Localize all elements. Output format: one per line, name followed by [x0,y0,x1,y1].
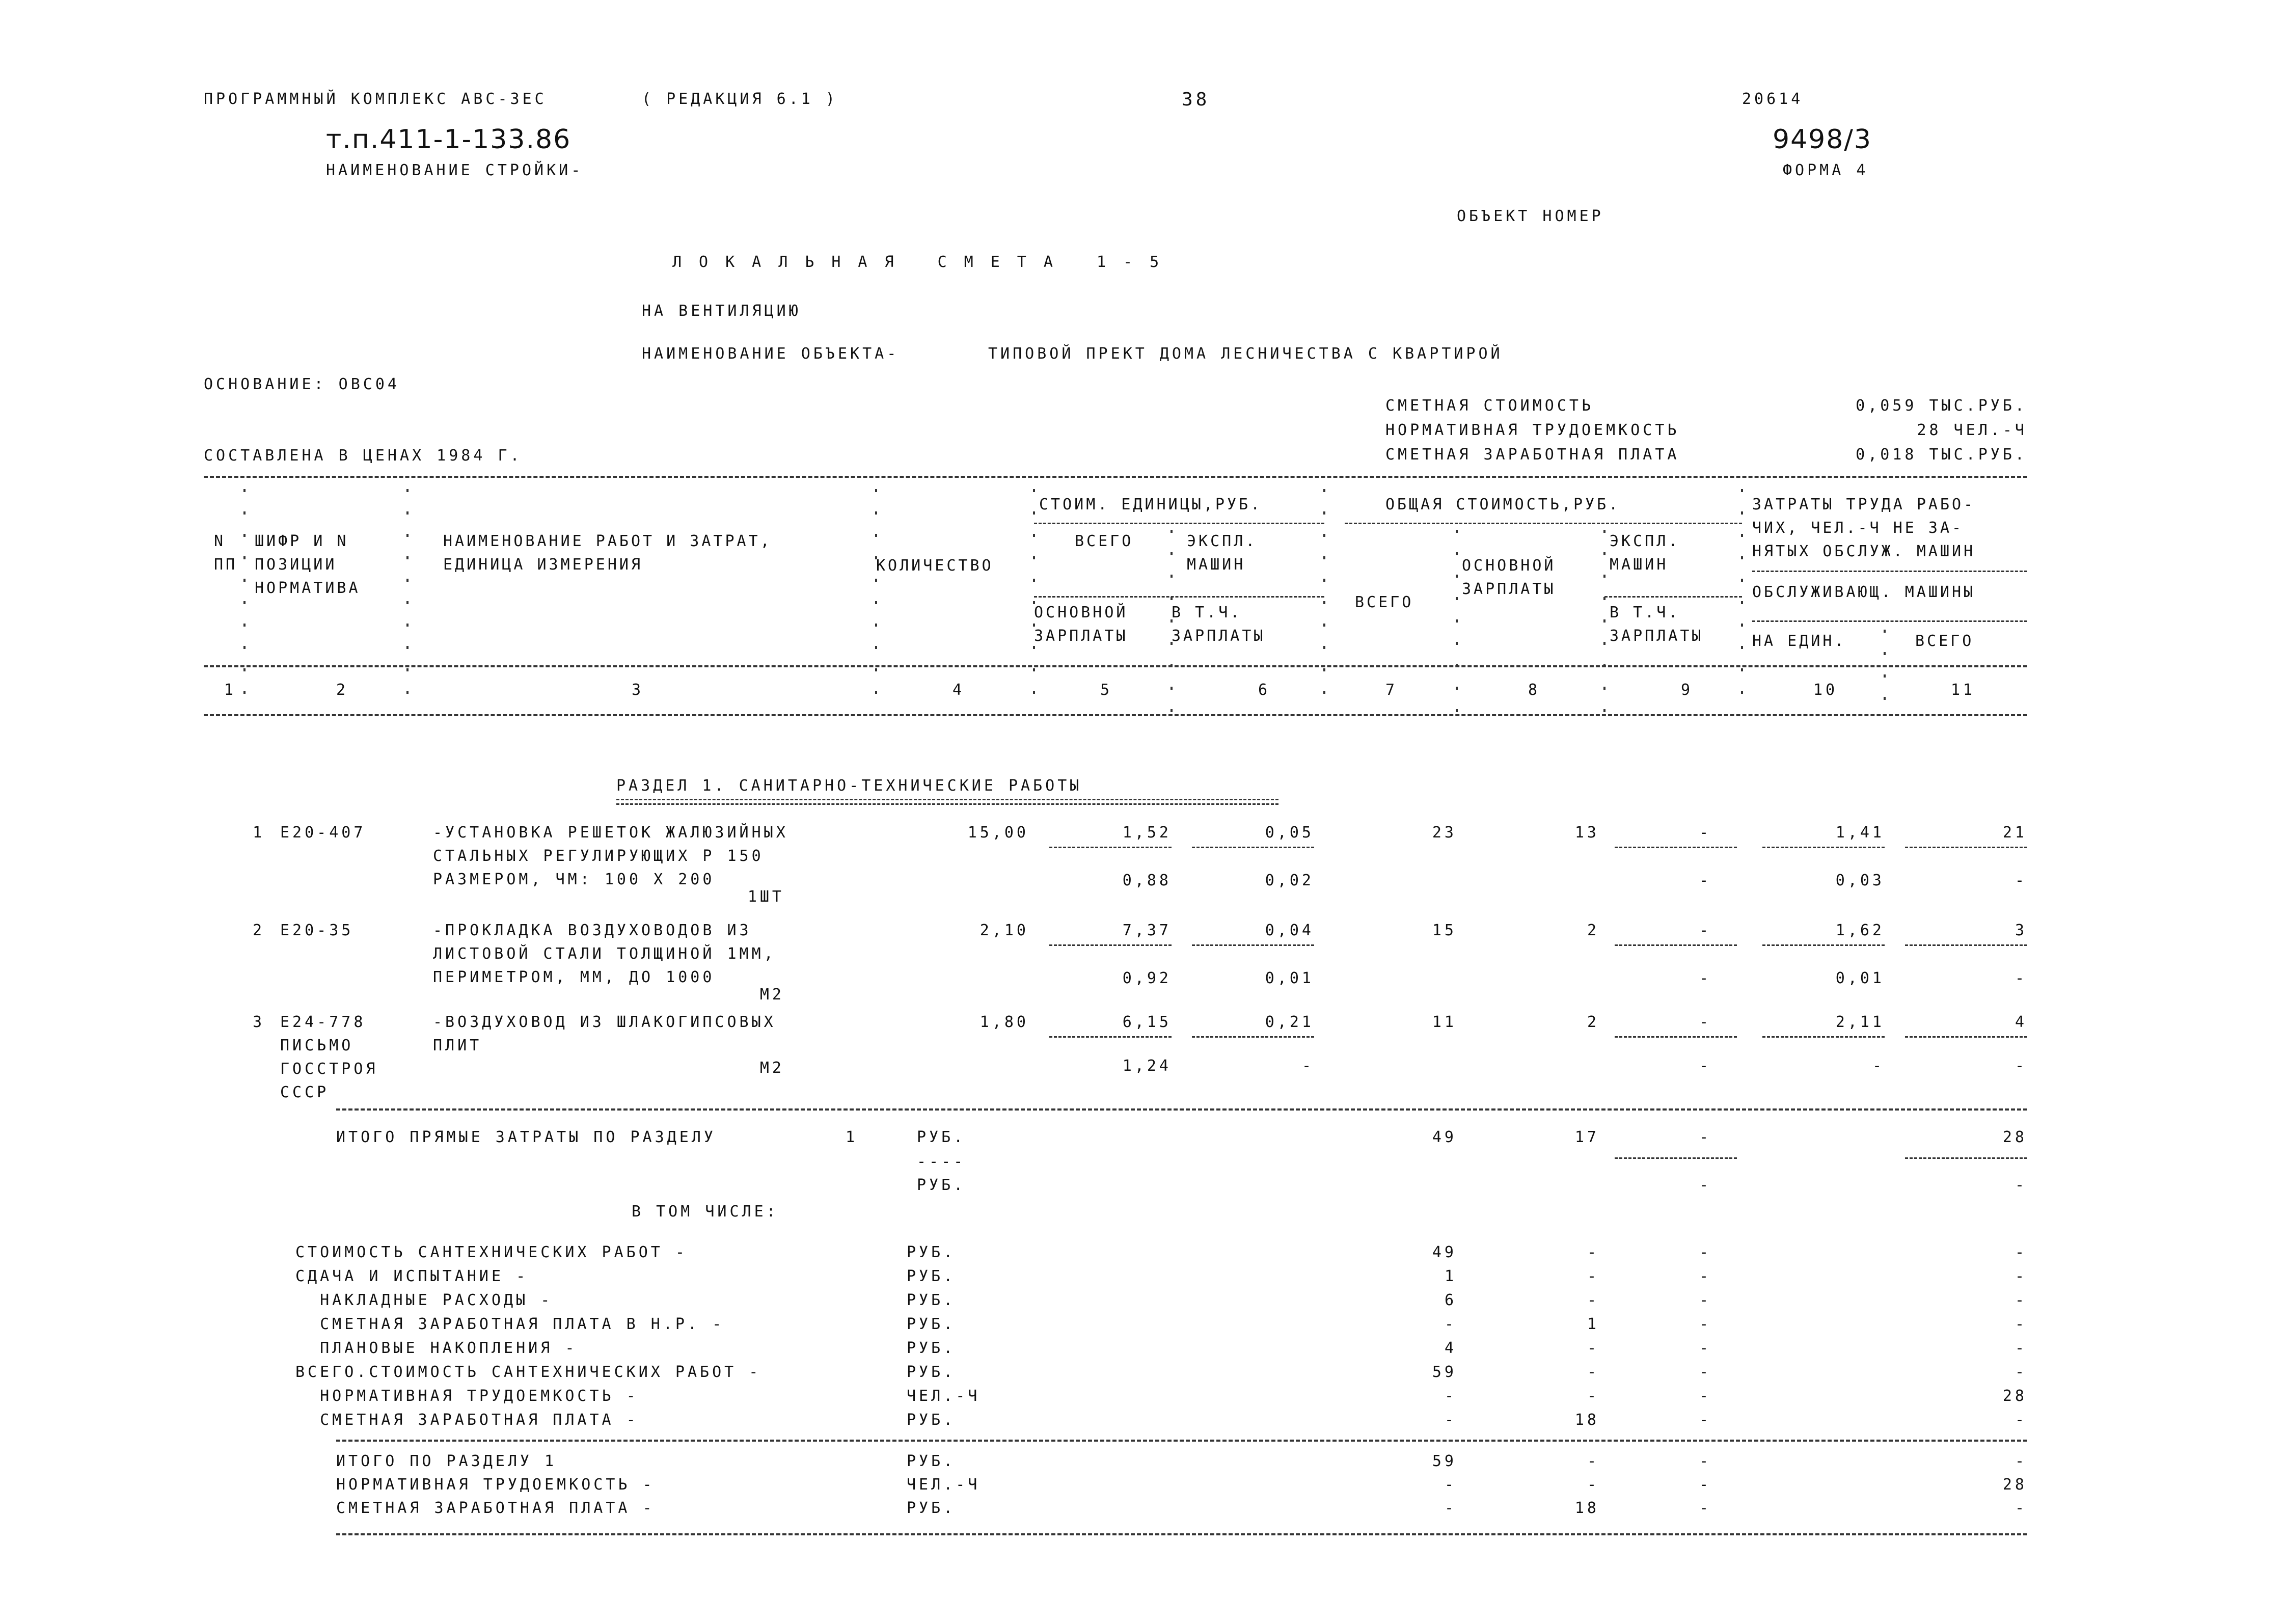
row-c10b: 0,03 [1835,872,1885,889]
object-number: ОБЪЕКТ НОМЕР [1457,207,1604,225]
column-number: 11 [1951,681,1976,699]
row-c6b: 0,02 [1265,872,1314,889]
row-c10: 2,11 [1835,1013,1885,1031]
row-c9b: - [1699,872,1711,889]
breakdown-c7: 49 [1432,1243,1457,1261]
breakdown-c9: - [1699,1267,1711,1285]
breakdown-c7: - [1444,1499,1457,1517]
row-c10-rule [1762,1036,1885,1038]
row-c10b: 0,01 [1835,969,1885,987]
basis: ОСНОВАНИЕ: ОВС04 [204,375,400,393]
direct-c9-rule [1615,1157,1737,1159]
breakdown-c7: - [1444,1315,1457,1333]
breakdown-unit: РУБ. [907,1499,956,1517]
breakdown-unit: РУБ. [907,1291,956,1309]
row-c5-rule [1049,1036,1172,1038]
direct-total-c11: 28 [2002,1128,2027,1146]
breakdown-c7: - [1444,1476,1457,1494]
row-code: Е20-35 [280,922,354,939]
breakdown-c9: - [1699,1291,1711,1309]
col-6a: ЭКСПЛ. МАШИН [1187,532,1258,574]
column-number: 1 [224,681,237,699]
breakdown-c8: - [1587,1476,1599,1494]
summary-wage-label: СМЕТНАЯ ЗАРАБОТНАЯ ПЛАТА [1385,446,1680,464]
doc-title: ЛОКАЛЬНАЯ СМЕТА 1-5 [672,253,1177,271]
summary-labor-label: НОРМАТИВНАЯ ТРУДОЕМКОСТЬ [1385,421,1680,439]
row-c5b: 1,24 [1122,1057,1172,1075]
column-number: 2 [336,681,349,699]
breakdown-c11: - [2015,1291,2027,1309]
breakdown-bottom-rule [336,1440,2027,1442]
direct-total-c7: 49 [1432,1128,1457,1146]
col-code: ШИФР И N ПОЗИЦИИ НОРМАТИВА [255,532,361,597]
row-c11b: - [2015,1057,2027,1075]
row-c11: 3 [2015,922,2027,939]
breakdown-unit: РУБ. [907,1315,956,1333]
edition: ( РЕДАКЦИЯ 6.1 ) [642,90,838,108]
row-c10-rule [1762,944,1885,946]
breakdown-c9: - [1699,1452,1711,1470]
direct-total-label: ИТОГО ПРЯМЫЕ ЗАТРАТЫ ПО РАЗДЕЛУ [336,1128,716,1146]
breakdown-label: ИТОГО ПО РАЗДЕЛУ 1 [336,1452,557,1470]
col-9b: В Т.Ч. ЗАРПЛАТЫ [1610,604,1704,645]
col-8: ОСНОВНОЙ ЗАРПЛАТЫ [1462,557,1556,598]
total-cost-header: ОБЩАЯ СТОИМОСТЬ,РУБ. [1385,496,1621,513]
breakdown-label: СДАЧА И ИСПЫТАНИЕ - [295,1267,529,1285]
program-name: ПРОГРАММНЫЙ КОМПЛЕКС АВС-3ЕС [204,90,547,108]
row-c10-rule [1762,847,1885,848]
breakdown-unit: РУБ. [907,1339,956,1357]
section-underline [616,799,1278,805]
breakdown-label: НАКЛАДНЫЕ РАСХОДЫ - [295,1291,553,1309]
row-c5-rule [1049,847,1172,848]
col-10: НА ЕДИН. [1752,632,1846,650]
breakdown-unit: РУБ. [907,1452,956,1470]
row-qty: 2,10 [979,922,1029,939]
row-c10b: - [1872,1057,1885,1075]
column-number: 6 [1258,681,1271,699]
row-c10: 1,62 [1835,922,1885,939]
column-number: 8 [1528,681,1541,699]
row-c9-rule [1615,1036,1737,1038]
breakdown-c8: - [1587,1387,1599,1405]
col-9a: ЭКСПЛ. МАШИН [1610,532,1680,574]
row-qty: 1,80 [979,1013,1029,1031]
breakdown-c7: - [1444,1387,1457,1405]
row-code: Е24-778 ПИСЬМО ГОССТРОЯ СССР [280,1013,378,1101]
page-number: 38 [1182,89,1210,110]
breakdown-c9: - [1699,1243,1711,1261]
breakdown-c8: 18 [1574,1411,1599,1429]
column-number: 3 [632,681,644,699]
labor-header: ЗАТРАТЫ ТРУДА РАБО- ЧИХ, ЧЕЛ.-Ч НЕ ЗА- НЯТЫХ ОБСЛУЖ. МАШИН [1752,496,1976,560]
handwritten-num: 9498/3 [1773,124,1872,155]
breakdown-c7: 59 [1432,1363,1457,1381]
header-bottom-rule [204,665,2027,667]
row-code: Е20-407 [280,824,366,842]
breakdown-c8: - [1587,1452,1599,1470]
row-c9-rule [1615,944,1737,946]
breakdown-c9: - [1699,1315,1711,1333]
breakdown-c8: - [1587,1363,1599,1381]
row-name: -ВОЗДУХОВОД ИЗ ШЛАКОГИПСОВЫХ ПЛИТ [433,1013,776,1054]
row-c8: 2 [1587,922,1599,939]
row-c9b: - [1699,969,1711,987]
direct-c11-rule [1905,1157,2027,1159]
column-number: 4 [953,681,965,699]
direct-total-unit-2: РУБ. [917,1176,966,1194]
row-unit: М2 [759,1059,784,1077]
breakdown-c11: 28 [2002,1476,2027,1494]
breakdown-c11: - [2015,1315,2027,1333]
row-c6: 0,04 [1265,922,1314,939]
site-label: НАИМЕНОВАНИЕ СТРОЙКИ- [326,161,584,179]
row-c6-rule [1192,1036,1314,1038]
breakdown-label: НОРМАТИВНАЯ ТРУДОЕМКОСТЬ - [336,1476,655,1494]
breakdown-c7: 59 [1432,1452,1457,1470]
breakdown-c11: - [2015,1243,2027,1261]
col-5a: ВСЕГО [1075,532,1134,550]
header-column-separators [0,0,2286,723]
breakdown-c11: - [2015,1499,2027,1517]
row-c7: 23 [1432,824,1457,842]
breakdown-c9: - [1699,1476,1711,1494]
direct-total-c8: 17 [1574,1128,1599,1146]
breakdown-label: СМЕТНАЯ ЗАРАБОТНАЯ ПЛАТА - [336,1499,655,1517]
direct-total-unit: РУБ. [917,1128,966,1146]
row-name: -УСТАНОВКА РЕШЕТОК ЖАЛЮЗИЙНЫХ СТАЛЬНЫХ РЕГУЛИРУЮЩИХ Р 150 РАЗМЕРОМ, ЧМ: 100 Х 200 [433,824,788,888]
row-c6b: 0,01 [1265,969,1314,987]
breakdown-c8: - [1587,1243,1599,1261]
prices-year: СОСТАВЛЕНА В ЦЕНАХ 1984 Г. [204,447,523,465]
col-name: НАИМЕНОВАНИЕ РАБОТ И ЗАТРАТ, ЕДИНИЦА ИЗМЕРЕНИЯ [443,532,772,574]
row-c11b: - [2015,872,2027,889]
row-c5-rule [1049,944,1172,946]
breakdown-label: ВСЕГО.СТОИМОСТЬ САНТЕХНИЧЕСКИХ РАБОТ - [295,1363,761,1381]
col-n: N ПП [214,532,238,574]
row-c11: 21 [2002,824,2027,842]
breakdown-unit: РУБ. [907,1243,956,1261]
breakdown-label: СМЕТНАЯ ЗАРАБОТНАЯ ПЛАТА - [295,1411,639,1429]
rub-dashes: ---- [917,1153,966,1171]
row-number: 3 [252,1013,265,1031]
breakdown-label: СМЕТНАЯ ЗАРАБОТНАЯ ПЛАТА В Н.Р. - [295,1315,725,1333]
direct-total-c11b: - [2015,1176,2027,1194]
col-5b: ОСНОВНОЙ ЗАРПЛАТЫ [1034,604,1128,645]
breakdown-c9: - [1699,1411,1711,1429]
row-name: -ПРОКЛАДКА ВОЗДУХОВОДОВ ИЗ ЛИСТОВОЙ СТАЛИ ТОЛЩИНОЙ 1ММ, ПЕРИМЕТРОМ, ММ, ДО 1000 [433,922,776,986]
breakdown-c9: - [1699,1339,1711,1357]
row-c5: 7,37 [1122,922,1172,939]
form-label: ФОРМА 4 [1783,161,1869,179]
row-c8: 2 [1587,1013,1599,1031]
handwritten-ref: т.п.411-1-133.86 [326,124,572,155]
row-c11b: - [2015,969,2027,987]
breakdown-c7: 6 [1444,1291,1457,1309]
column-number: 7 [1385,681,1398,699]
col-qty: КОЛИЧЕСТВО [876,557,994,575]
breakdown-label: НОРМАТИВНАЯ ТРУДОЕМКОСТЬ - [295,1387,639,1405]
breakdown-c7: 4 [1444,1339,1457,1357]
column-number: 5 [1100,681,1113,699]
row-c11-rule [1905,1036,2027,1038]
final-bottom-rule [336,1533,2027,1535]
row-c6: 0,05 [1265,824,1314,842]
breakdown-unit: РУБ. [907,1267,956,1285]
breakdown-c11: - [2015,1267,2027,1285]
row-c5: 6,15 [1122,1013,1172,1031]
breakdown-c9: - [1699,1499,1711,1517]
breakdown-unit: РУБ. [907,1363,956,1381]
breakdown-c11: - [2015,1339,2027,1357]
breakdown-c8: - [1587,1339,1599,1357]
row-c6-rule [1192,847,1314,848]
breakdown-c11: - [2015,1363,2027,1381]
row-c11-rule [1905,847,2027,848]
row-c11-rule [1905,944,2027,946]
labor2-header: ОБСЛУЖИВАЮЩ. МАШИНЫ [1752,583,1976,601]
row-c5b: 0,88 [1122,872,1172,889]
including-label: В ТОМ ЧИСЛЕ: [632,1203,779,1221]
row-c7: 11 [1432,1013,1457,1031]
section-title: РАЗДЕЛ 1. САНИТАРНО-ТЕХНИЧЕСКИЕ РАБОТЫ [616,777,1082,795]
col-7: ВСЕГО [1355,593,1414,611]
direct-total-c9b: - [1699,1176,1711,1194]
breakdown-c8: - [1587,1291,1599,1309]
object-value: ТИПОВОЙ ПРЕКТ ДОМА ЛЕСНИЧЕСТВА С КВАРТИРОЙ [988,345,1503,363]
breakdown-c7: 1 [1444,1267,1457,1285]
breakdown-c8: - [1587,1267,1599,1285]
breakdown-c11: - [2015,1411,2027,1429]
breakdown-label: ПЛАНОВЫЕ НАКОПЛЕНИЯ - [295,1339,578,1357]
breakdown-c11: 28 [2002,1387,2027,1405]
column-number: 9 [1681,681,1694,699]
summary-wage-value: 0,018 ТЫС.РУБ. [1856,446,2027,464]
row-c7: 15 [1432,922,1457,939]
column-number: 10 [1813,681,1838,699]
numbers-bottom-rule [204,714,2027,716]
breakdown-c7: - [1444,1411,1457,1429]
row-unit: М2 [759,986,784,1004]
breakdown-unit: ЧЕЛ.-Ч [907,1387,981,1405]
breakdown-c8: 18 [1574,1499,1599,1517]
breakdown-unit: ЧЕЛ.-Ч [907,1476,981,1494]
summary-cost-value: 0,059 ТЫС.РУБ. [1856,397,2027,415]
row-c6-rule [1192,944,1314,946]
breakdown-unit: РУБ. [907,1411,956,1429]
row-c9: - [1699,922,1711,939]
row-c10: 1,41 [1835,824,1885,842]
col-11: ВСЕГО [1915,632,1974,650]
row-c8: 13 [1574,824,1599,842]
row-unit: 1ШТ [747,888,784,906]
direct-total-section: 1 [846,1128,858,1146]
breakdown-c8: 1 [1587,1315,1599,1333]
breakdown-c11: - [2015,1452,2027,1470]
breakdown-label: СТОИМОСТЬ САНТЕХНИЧЕСКИХ РАБОТ - [295,1243,688,1261]
row-number: 2 [252,922,265,939]
row-c5b: 0,92 [1122,969,1172,987]
row-number: 1 [252,824,265,842]
row-c9-rule [1615,847,1737,848]
row-c9: - [1699,824,1711,842]
row-c6: 0,21 [1265,1013,1314,1031]
object-label: НАИМЕНОВАНИЕ ОБЪЕКТА- [642,345,900,363]
breakdown-c9: - [1699,1363,1711,1381]
doc-subject: НА ВЕНТИЛЯЦИЮ [642,302,801,320]
row-c6b: - [1301,1057,1314,1075]
row-c9b: - [1699,1057,1711,1075]
row-c11: 4 [2015,1013,2027,1031]
summary-labor-value: 28 ЧЕЛ.-Ч [1917,421,2027,439]
row-c9: - [1699,1013,1711,1031]
unit-cost-header: СТОИМ. ЕДИНИЦЫ,РУБ. [1039,496,1263,513]
doc-code: 20614 [1742,90,1804,108]
col-6b: В Т.Ч. ЗАРПЛАТЫ [1172,604,1266,645]
row-qty: 15,00 [967,824,1029,842]
direct-total-c9: - [1699,1128,1711,1146]
rows-bottom-rule [336,1108,2027,1111]
summary-cost-label: СМЕТНАЯ СТОИМОСТЬ [1385,397,1594,415]
breakdown-c9: - [1699,1387,1711,1405]
row-c5: 1,52 [1122,824,1172,842]
